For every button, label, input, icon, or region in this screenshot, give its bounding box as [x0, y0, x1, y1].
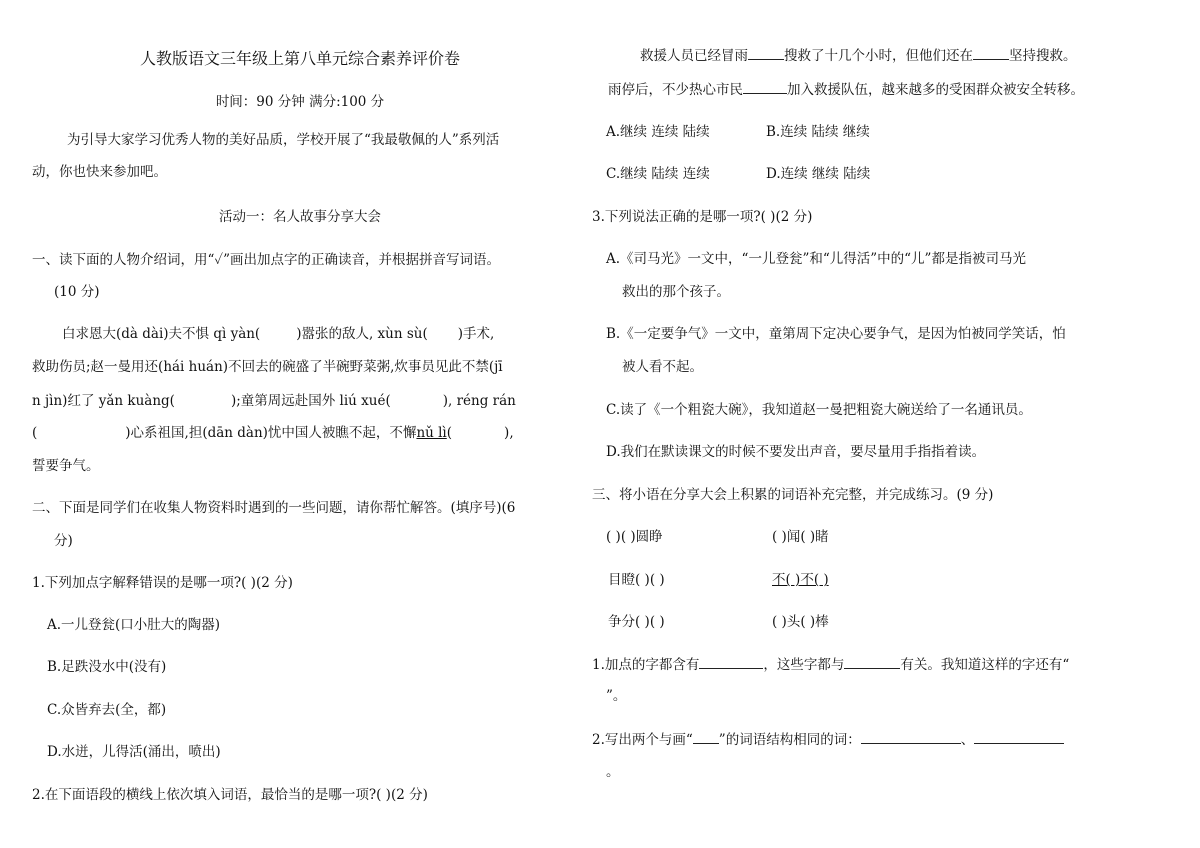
exercise-text: 1.加点的字都含有	[592, 657, 700, 673]
page-title: 人教版语文三年级上第八单元综合素养评价卷	[139, 49, 460, 68]
fill-blank[interactable]	[844, 654, 900, 669]
word-fill-2: ( )闻( )睹	[772, 529, 829, 545]
option-c: C.众皆弃去(全，都)	[47, 702, 167, 718]
passage-rescue-1	[640, 44, 1077, 64]
passage-text: n jìn)红了 yǎn kuàng(	[32, 393, 175, 409]
intro-line-1: 为引导大家学习优秀人物的美好品质，学校开展了“我最敬佩的人”系列活	[67, 132, 500, 148]
exercise-text: 、	[960, 732, 975, 748]
exercise-text: 2.写出两个与画“	[592, 732, 693, 748]
word-fill-1: ( )( )圆睁	[606, 529, 663, 545]
exercise-text: ”的词语结构相同的词：	[718, 732, 861, 748]
passage-text: 搜救了十几个小时，但他们还在	[784, 48, 973, 64]
passage-line-1	[62, 322, 494, 342]
section-3-title: 三、将小语在分享大会上积累的词语补充完整，并完成练习。(9 分)	[592, 487, 994, 503]
passage-text: (	[32, 425, 38, 441]
passage-text: 坚持搜救。	[1009, 48, 1077, 64]
fill-blank[interactable]	[699, 654, 763, 669]
passage-text: )心系祖国,担(dān dàn)忧中国人被瞧不起，不懈	[125, 425, 417, 441]
underline-marker	[693, 729, 719, 744]
q3-option-d: D.我们在默读课文的时候不要发出声音，要尽量用手指指着读。	[606, 444, 986, 460]
option-d: D.连续 继续 陆续	[766, 166, 871, 182]
q3-option-c: C.读了《一个粗瓷大碗》，我知道赵一曼把粗瓷大碗送给了一名通讯员。	[606, 402, 1032, 418]
section-2-title: 二、下面是同学们在收集人物资料时遇到的一些问题，请你帮忙解答。(填序号)(6	[32, 500, 516, 516]
section-1-title: 一、读下面的人物介绍词，用“✓”画出加点字的正确读音，并根据拼音写词语。	[32, 252, 501, 268]
question-3: 3.下列说法正确的是哪一项?( )(2 分)	[592, 209, 813, 225]
passage-text: 加入救援队伍，越来越多的受困群众被安全转移。	[787, 82, 1084, 98]
exercise-2-line-1	[592, 728, 1064, 748]
passage-text: )嚣张的敌人, xùn sù(	[296, 326, 428, 342]
passage-line-5: 誓要争气。	[32, 458, 100, 474]
q3-option-b-1: B.《一定要争气》一文中，童第周下定决心要争气，是因为怕被同学笑话，怕	[606, 326, 1066, 342]
exercise-1-line-2: ”。	[606, 688, 627, 704]
option-a: A.继续 连续 陆续	[606, 124, 710, 140]
fill-blank[interactable]	[973, 45, 1009, 60]
section-2-score: 分)	[54, 533, 73, 549]
passage-text: 雨停后，不少热心市民	[608, 82, 743, 98]
option-b: B.连续 陆续 继续	[766, 124, 870, 140]
exam-meta: 时间：90 分钟 满分:100 分	[215, 94, 385, 110]
passage-text: );童第周远赴国外 liú xué(	[230, 393, 391, 409]
question-2-1: 1.下列加点字解释错误的是哪一项?( )(2 分)	[32, 575, 293, 591]
word-fill-3: 目瞪( )( )	[608, 572, 665, 588]
q3-option-a-1: A.《司马光》一文中，“一儿登瓮”和“儿得活”中的“儿”都是指被司马光	[606, 251, 1026, 267]
passage-text: ), réng rán	[442, 393, 516, 409]
passage-text: 救援人员已经冒雨	[640, 48, 748, 64]
fill-blank[interactable]	[974, 729, 1064, 744]
question-2-2: 2.在下面语段的横线上依次填入词语，最恰当的是哪一项?( )(2 分)	[32, 787, 428, 803]
option-a: A.一儿登瓮(口小肚大的陶器)	[47, 617, 221, 633]
exercise-1-line-1	[592, 653, 1069, 673]
exercise-2-line-2: 。	[606, 764, 620, 780]
passage-text: (	[446, 425, 453, 441]
option-b: B.足跌没水中(没有)	[47, 659, 167, 675]
option-c: C.继续 陆续 连续	[606, 166, 710, 182]
fill-blank[interactable]	[743, 79, 787, 94]
word-fill-4-underlined: 不( )不( )	[772, 572, 829, 588]
passage-text: )手术,	[457, 326, 495, 342]
intro-line-2: 动，你也快来参加吧。	[32, 164, 167, 180]
passage-text: ),	[504, 425, 514, 441]
passage-line-4	[32, 421, 514, 441]
activity-heading: 活动一：名人故事分享大会	[219, 209, 381, 225]
exercise-text: ，这些字都与	[763, 657, 845, 673]
section-1-score: (10 分)	[54, 284, 100, 300]
fill-blank[interactable]	[748, 45, 784, 60]
word-fill-6: ( )头( )棒	[772, 614, 829, 630]
option-d: D.水迸，儿得活(涌出，喷出)	[47, 744, 221, 760]
q3-option-a-2: 救出的那个孩子。	[622, 284, 730, 300]
passage-line-2: 救助伤员;赵一曼用还(hái huán)不回去的碗盛了半碗野菜粥,炊事员见此不禁(jī	[32, 359, 503, 375]
q3-option-b-2: 被人看不起。	[622, 359, 703, 375]
passage-text: 白求恩大(dà dài)夫不惧 qì yàn(	[62, 326, 261, 342]
fill-blank[interactable]	[861, 729, 961, 744]
passage-rescue-2	[608, 78, 1084, 98]
pinyin-underlined: nǔ lì	[416, 425, 447, 441]
word-fill-5: 争分( )( )	[608, 614, 665, 630]
right-column	[592, 0, 1200, 848]
exercise-text: 有关。我知道这样的字还有“	[900, 657, 1070, 673]
passage-line-3	[32, 389, 516, 409]
